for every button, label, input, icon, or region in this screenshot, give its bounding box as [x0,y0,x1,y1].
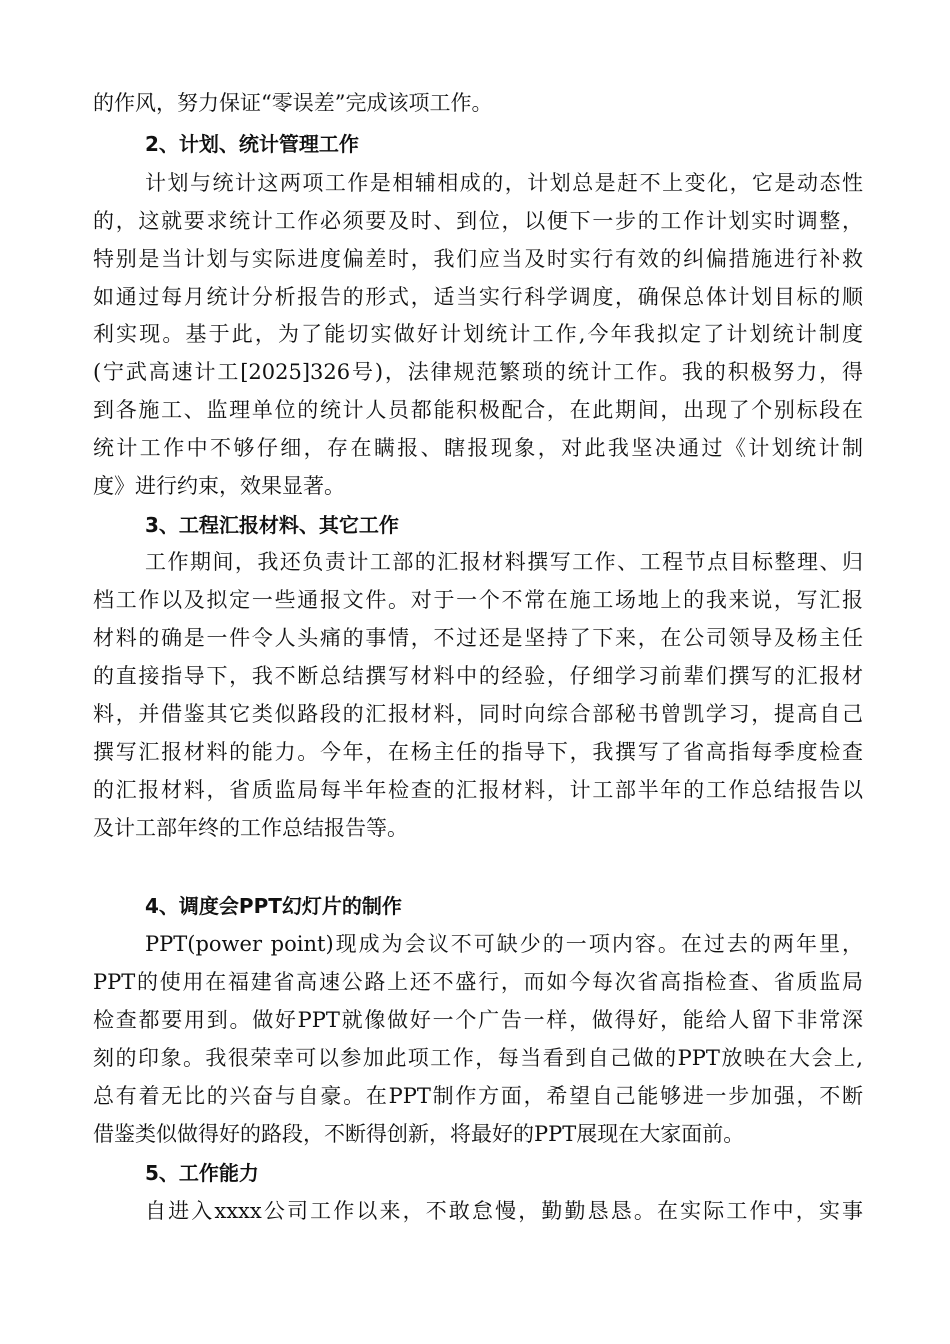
section-heading: 4、调度会PPT幻灯片的制作 [145,894,402,918]
paragraph-line: 刻的印象。我很荣幸可以参加此项工作，每当看到自己做的PPT放映在大会上, [93,1046,863,1070]
paragraph-line: 档工作以及拟定一些通报文件。对于一个不常在施工场地上的我来说，写汇报 [93,588,863,612]
paragraph-line: 料，并借鉴其它类似路段的汇报材料，同时向综合部秘书曾凯学习，提高自己 [93,702,863,726]
paragraph-line: 的直接指导下，我不断总结撰写材料中的经验，仔细学习前辈们撰写的汇报材 [93,664,863,688]
paragraph-line: 如通过每月统计分析报告的形式，适当实行科学调度，确保总体计划目标的顺 [93,285,863,309]
section-heading: 2、计划、统计管理工作 [145,132,359,156]
paragraph-line: 工作期间，我还负责计工部的汇报材料撰写工作、工程节点目标整理、归 [145,550,863,574]
paragraph-line: 借鉴类似做得好的路段，不断得创新，将最好的PPT展现在大家面前。 [93,1122,745,1146]
section-heading: 5、工作能力 [145,1161,259,1185]
paragraph-line: 计划与统计这两项工作是相辅相成的，计划总是赶不上变化，它是动态性 [145,171,863,195]
paragraph-line: 的汇报材料，省质监局每半年检查的汇报材料，计工部半年的工作总结报告以 [93,778,863,802]
paragraph-line: 及计工部年终的工作总结报告等。 [93,816,408,840]
paragraph-line: 度》进行约束，效果显著。 [93,474,345,498]
paragraph-line: 的作风，努力保证“零误差”完成该项工作。 [93,91,493,115]
paragraph-line: 检查都要用到。做好PPT就像做好一个广告一样，做得好，能给人留下非常深 [93,1008,863,1032]
paragraph-line: PPT的使用在福建省高速公路上还不盛行，而如今每次省高指检查、省质监局 [93,970,863,994]
paragraph-line: 的，这就要求统计工作必须要及时、到位，以便下一步的工作计划实时调整， [93,209,863,233]
paragraph-line: 利实现。基于此，为了能切实做好计划统计工作,今年我拟定了计划统计制度 [93,322,863,346]
paragraph-line: 材料的确是一件令人头痛的事情，不过还是坚持了下来，在公司领导及杨主任 [93,626,863,650]
paragraph-line: 到各施工、监理单位的统计人员都能积极配合，在此期间，出现了个别标段在 [93,398,863,422]
section-heading: 3、工程汇报材料、其它工作 [145,513,399,537]
paragraph-line: 自进入xxxx公司工作以来，不敢怠慢，勤勤恳恳。在实际工作中，实事 [145,1199,863,1223]
paragraph-line: 撰写汇报材料的能力。今年，在杨主任的指导下，我撰写了省高指每季度检查 [93,740,863,764]
paragraph-line: 统计工作中不够仔细，存在瞒报、瞎报现象，对此我坚决通过《计划统计制 [93,436,863,460]
paragraph-line: PPT(power point)现成为会议不可缺少的一项内容。在过去的两年里， [145,932,863,956]
paragraph-line: 特别是当计划与实际进度偏差时，我们应当及时实行有效的纠偏措施进行补救 [93,247,863,271]
paragraph-line: (宁武高速计工[2025]326号)，法律规范繁琐的统计工作。我的积极努力，得 [93,360,863,384]
paragraph-line: 总有着无比的兴奋与自豪。在PPT制作方面，希望自己能够进一步加强，不断 [93,1084,863,1108]
